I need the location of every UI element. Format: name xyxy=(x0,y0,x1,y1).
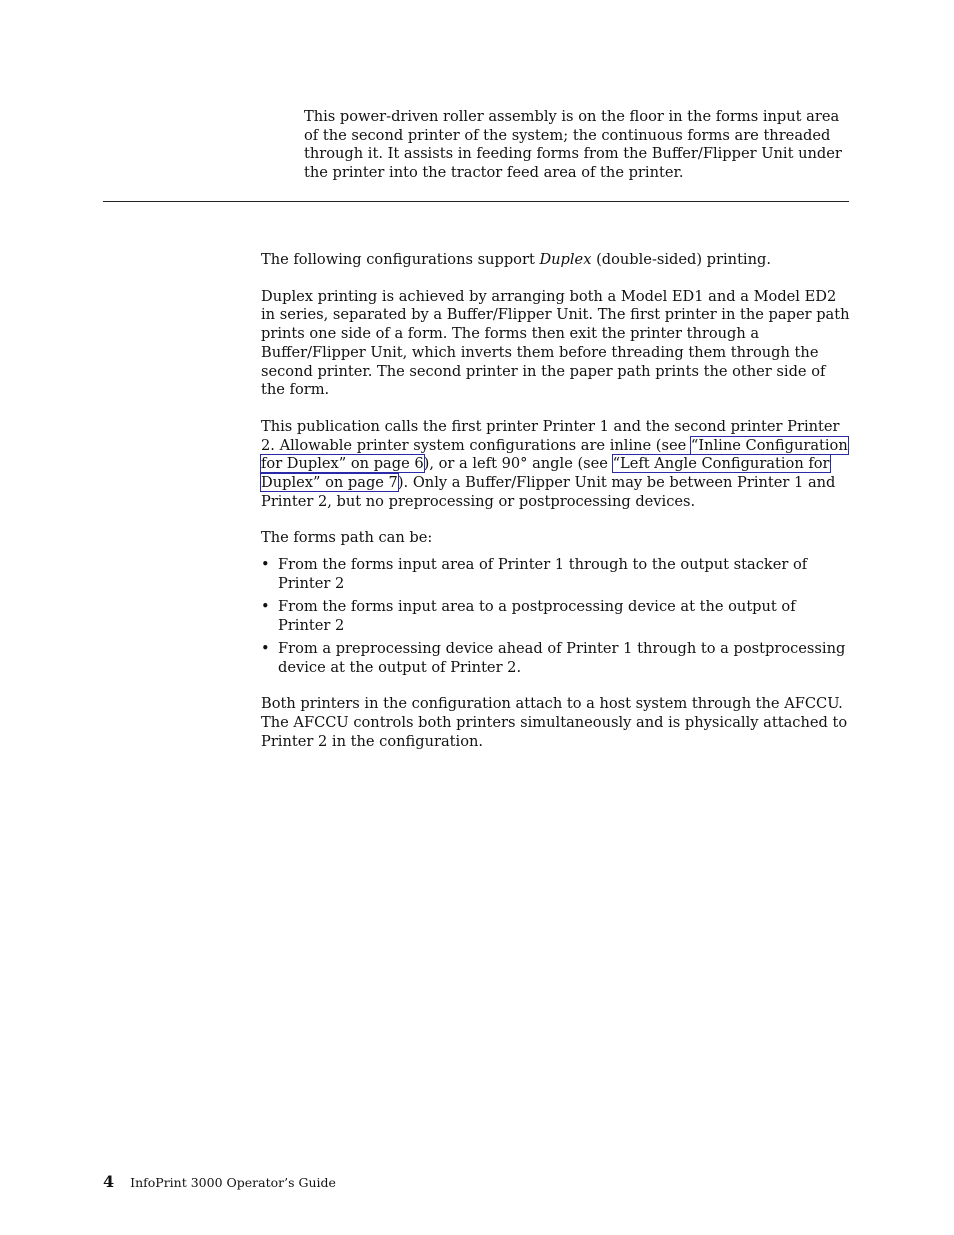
config-text-2: ), or a left 90° angle (see xyxy=(423,455,613,473)
duplex-intro xyxy=(261,251,851,270)
list-item xyxy=(261,598,851,635)
config-text-3: ). Only a Buffer/Flipper Unit may be between Printer 1 and Printer 2, but no preprocessing or postprocessing devices. xyxy=(261,474,836,510)
section-divider xyxy=(103,201,849,202)
link-left-angle-configuration[interactable]: “Left Angle Configuration for Duplex” on page 7 xyxy=(261,455,830,492)
intro-after: (double-sided) printing. xyxy=(591,251,771,268)
link-inline-configuration[interactable]: “Inline Configuration for Duplex” on page 6 xyxy=(261,436,848,473)
duplex-paragraph: Duplex printing is achieved by arranging both a Model ED1 and a Model ED2 in series, separated by a Buffer/Flipper Unit. The first printer in the paper path prints one side of a form. The forms then exit the printer through a Buffer/Flipper Unit, which inverts them before threading them through the second printer. The second printer in the paper path prints the other side of the form. xyxy=(261,287,850,399)
bullet-icon: • xyxy=(261,556,270,574)
config-text-1: This publication calls the first printer Printer 1 and the second printer Printer 2. Allowable printer system configurations are inline (see xyxy=(261,417,840,454)
afccu-paragraph: Both printers in the configuration attach to a host system through the AFCCU. The AFCCU controls both printers simultaneously and is physically attached to Printer 2 in the configuration. xyxy=(261,695,848,750)
list-item xyxy=(261,640,851,677)
list-item-text: From the forms input area to a postprocessing device at the output of Printer 2 xyxy=(278,598,796,634)
bullet-icon: • xyxy=(261,639,270,657)
intro-before: The following configurations support xyxy=(261,251,540,268)
intro-emphasis: Duplex xyxy=(539,251,592,268)
forms-path-list xyxy=(261,556,851,677)
forms-path-intro: The forms path can be: xyxy=(261,529,433,547)
page-footer xyxy=(103,1172,336,1191)
bullet-icon: • xyxy=(261,598,270,616)
page-number: 4 xyxy=(103,1172,115,1191)
list-item-text: From a preprocessing device ahead of Printer 1 through to a postprocessing device at the output of Printer 2. xyxy=(278,639,846,676)
book-title: InfoPrint 3000 Operator’s Guide xyxy=(130,1175,336,1190)
duplex-section-body xyxy=(261,251,851,769)
configuration-paragraph xyxy=(261,418,851,512)
list-item-text: From the forms input area of Printer 1 through to the output stacker of Printer 2 xyxy=(278,556,808,592)
list-item xyxy=(261,556,851,593)
roller-assembly-description: This power-driven roller assembly is on the floor in the forms input area of the second printer of the system; the continuous forms are threaded through it. It assists in feeding forms from the Buffer/Flipper Unit under the printer into the tractor feed area of the printer. xyxy=(304,108,842,182)
